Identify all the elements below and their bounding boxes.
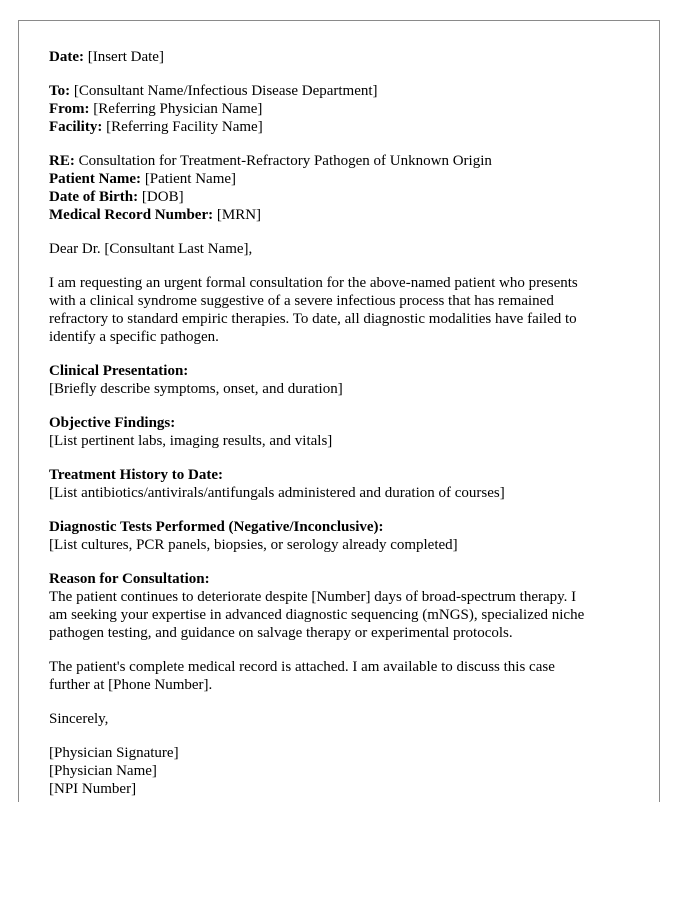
reason-line: The patient continues to deteriorate despite [Number] days of broad-spectrum therapy. I: [49, 589, 577, 605]
date-block: [49, 48, 639, 66]
reason-heading: Reason for Consultation:: [49, 571, 210, 587]
patient-name-value: [Patient Name]: [141, 171, 237, 187]
re-line: [49, 152, 639, 170]
facility-label: Facility:: [49, 119, 103, 135]
intro-line: identify a specific pathogen.: [49, 329, 219, 345]
facility-line: [49, 118, 639, 136]
re-label: RE:: [49, 153, 75, 169]
from-value: [Referring Physician Name]: [89, 101, 263, 117]
treatment-history-text: [List antibiotics/antivirals/antifungals administered and duration of courses]: [49, 485, 505, 501]
objective-findings-heading: Objective Findings:: [49, 415, 176, 431]
intro-line: I am requesting an urgent formal consultation for the above-named patient who presents: [49, 275, 578, 291]
treatment-history-section: [49, 466, 639, 502]
date-line: [49, 48, 639, 66]
mrn-line: [49, 206, 639, 224]
diagnostic-tests-section: [49, 518, 639, 554]
physician-signature: [Physician Signature]: [49, 745, 179, 761]
re-value: Consultation for Treatment-Refractory Pathogen of Unknown Origin: [74, 153, 492, 169]
closing-line: further at [Phone Number].: [49, 677, 213, 693]
physician-name: [Physician Name]: [49, 763, 157, 779]
salutation-block: [49, 240, 639, 258]
routing-block: [49, 82, 639, 136]
date-label: Date:: [49, 49, 84, 65]
clinical-presentation-heading: Clinical Presentation:: [49, 363, 189, 379]
reason-line: pathogen testing, and guidance on salvage therapy or experimental protocols.: [49, 625, 513, 641]
treatment-history-heading: Treatment History to Date:: [49, 467, 223, 483]
dob-line: [49, 188, 639, 206]
diagnostic-tests-heading: Diagnostic Tests Performed (Negative/Inconclusive):: [49, 519, 384, 535]
clinical-presentation-section: [49, 362, 639, 398]
intro-line: refractory to standard empiric therapies. To date, all diagnostic modalities have failed to: [49, 311, 577, 327]
date-value: [Insert Date]: [83, 49, 164, 65]
intro-paragraph: [49, 274, 639, 346]
from-line: [49, 100, 639, 118]
patient-name-line: [49, 170, 639, 188]
objective-findings-section: [49, 414, 639, 450]
intro-line: with a clinical syndrome suggestive of a severe infectious process that has remained: [49, 293, 554, 309]
reason-line: am seeking your expertise in advanced diagnostic sequencing (mNGS), specialized niche: [49, 607, 585, 623]
reason-section: [49, 570, 639, 642]
patient-name-label: Patient Name:: [49, 171, 142, 187]
consultation-letter: [49, 48, 639, 798]
npi-number: [NPI Number]: [49, 781, 137, 797]
dob-value: [DOB]: [138, 189, 184, 205]
diagnostic-tests-text: [List cultures, PCR panels, biopsies, or serology already completed]: [49, 537, 458, 553]
closing-paragraph: [49, 658, 639, 694]
objective-findings-text: [List pertinent labs, imaging results, and vitals]: [49, 433, 333, 449]
to-value: [Consultant Name/Infectious Disease Department]: [70, 83, 378, 99]
dob-label: Date of Birth:: [49, 189, 139, 205]
subject-block: [49, 152, 639, 224]
signoff-block: [49, 710, 639, 728]
from-label: From:: [49, 101, 90, 117]
closing-line: The patient's complete medical record is attached. I am available to discuss this case: [49, 659, 555, 675]
salutation: Dear Dr. [Consultant Last Name],: [49, 241, 253, 257]
clinical-presentation-text: [Briefly describe symptoms, onset, and duration]: [49, 381, 343, 397]
facility-value: [Referring Facility Name]: [102, 119, 263, 135]
signoff: Sincerely,: [49, 711, 109, 727]
signature-block: [49, 744, 639, 798]
to-line: [49, 82, 639, 100]
mrn-value: [MRN]: [213, 207, 262, 223]
to-label: To:: [49, 83, 71, 99]
mrn-label: Medical Record Number:: [49, 207, 214, 223]
